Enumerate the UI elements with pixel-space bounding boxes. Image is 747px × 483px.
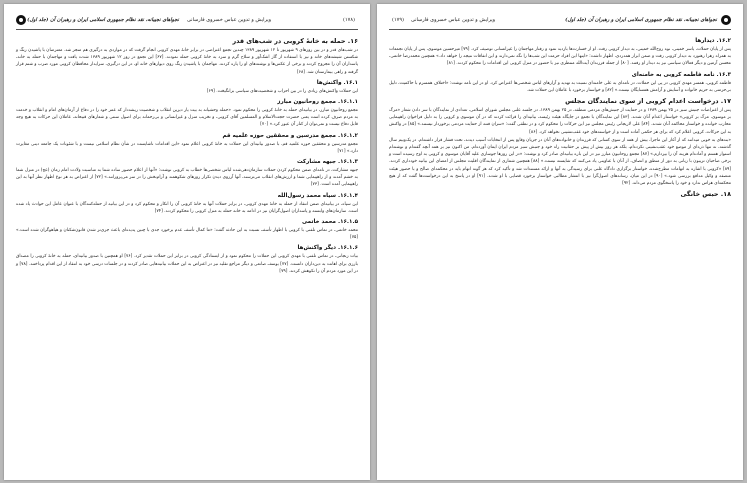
section-block <box>16 132 358 155</box>
right-page-header <box>389 13 731 30</box>
right-page-number: (۱۷۹) <box>392 17 404 23</box>
right-page <box>377 4 743 480</box>
section-heading: ۱۸. حبس خانگی <box>680 190 731 199</box>
section-block <box>16 192 358 215</box>
section-block <box>389 71 731 94</box>
section-text: در شب‌های قدر و در بین روزهای ۹ شهریور تا ۱۲ شهریور ۱۳۸۹ چندین تجمع اعتراضی در برابر خانهٔ مهدی کروبی انجام گرفت که در مواردی به درگیری هم منجر شد. معترضان با پاشیدن رنگ و شکستن شیشه‌های خانه و نیز با استفاده از گاز اشک‌آور و سلاح گرم و سرد به خانهٔ کروبی حمله نمودند. [۶۷] این تجمع در روز ۱۲ شهریور ۱۳۸۹ شدت یافت و مهاجمان با حمله به خانه، پاسداران آن را مجروح کردند و برخی از عکس‌ها و نوشته‌های او را پاره کردند. مهاجمان با پاشیدن رنگ روی دیوارهای خانه او، در این درگیری، سرایدار محافظان کروبی مورد ضرب و شتم قرار گرفته و راهی بیمارستان شد. [۶۸] <box>16 48 358 75</box>
right-header-title: نجواهای نجیبانه، نقد نظام جمهوری اسلامی ایران و رهبران آن (جلد اول) <box>565 17 717 23</box>
quill-logo-icon <box>16 15 26 25</box>
section-block <box>16 218 358 241</box>
section-heading: ۱۶.۲. دیدارها <box>695 38 731 44</box>
section-text: این حملات واکنش‌های زیادی را در بین احزاب و شخصیت‌های سیاسی برانگیخت. [۶۹] <box>206 88 358 94</box>
section-block <box>16 158 358 189</box>
section-text: جبهه مشارکت، در نامه‌ای ضمن محکوم کردن حملات سازمان‌دهی‌شده لباس شخصی‌ها خطاب به کروبی نوشت: «آنها از اعلام حضور ساده شما به مناسبت ولادت امام زمان (عج) در منزل شما به خشم آمدند و از راهپیمایی شما و ارزش‌های انقلاب می‌ترسند، آنها آرزوی دیدن تکرار روزهای شکوهمند و آرام‌بخش را در سر می‌پرورانند.» [۷۲] از اعتراض به هر نوع اظهار نظر آنها به این راهپیمایی آمده است. [۷۳] <box>16 168 358 188</box>
section-block <box>389 137 731 187</box>
section-text: «بندهای به خوبی میدانند که از آغاز این ماجرا، بیش از همه از سوی کسانی که فرزندان و خانواده‌های آنان در جریان وقایع پس از انتخابات آسیب دیدند، تحت فشار قرار داشته‌ام. در یک‌ونیم سال گذشته، نه تنها ذره‌ای از موضع خود عقب‌نشینی نکرده‌ام، بلکه هر روز بیش از پیش بر حقانیت راه خود و جنبش سبز مردم ایران ایمان آورده‌ام. من اکنون نیز بر همه آنچه گفته‌ام و نوشته‌ام استوار هستم و آماده‌ام هزینه آن را بپردازم.» [۸۷] مجمع روحانیون مبارز نیز در این باره بیانیه‌ای صادر کرد و نوشت: «در این روزها جوسازی علیه آقایان موسوی و کروبی به اوج رسیده است و برخی صاحبان تریبون با زبانی به دور از منطق و انصاف، از آنان با عناوینی یاد می‌کنند که شایسته نیست.» [۸۸] همچنین شماری از نمایندگان اقلیت مجلس از امضای این بیانیه خودداری کردند. [۸۹] «کروبی با اشاره به اتهامات مطرح‌شده، خواستار برگزاری دادگاه علنی برای رسیدگی به آنها و ارائه مستندات شد و تأکید کرد که هر گونه اتهام باید در محکمه‌ای صالح و با حضور هیئت منصفه و وکیل مدافع بررسی شود.» [۹۰] در این میان، رسانه‌های اصول‌گرا نیز با انتشار مطالبی خواستار برخورد قضایی با او شدند. [۹۱] او در پاسخ به این درخواست‌ها گفت که از هیچ محکمه‌ای هراس ندارد و خود را پاسخگوی مردم می‌داند. [۹۲] <box>389 137 732 187</box>
left-page <box>4 4 370 480</box>
right-page-body <box>389 34 731 474</box>
section-text: این سپاه، در بیانیه‌ای ضمن انتقاد از حمله به خانهٔ مهدی کروبی، در برابر حملات آنها به خانهٔ کروبی آن را انکار و محکوم کرد و در این بیانیه از حمله‌کنندگان با عنوان عامل این حوادث یاد شده است. سازمان‌های وابسته و پاسداران اصول‌گرایان نیز در ادامه به خانه حمله به منزل کروبی را محکوم کردند. [۷۴] <box>16 201 358 214</box>
left-page-body <box>16 34 358 474</box>
section-block <box>16 98 358 129</box>
section-heading: ۱۶.۱.۵. محمد خاتمی <box>301 219 358 226</box>
section-block <box>389 37 731 68</box>
section-heading: ۱۶.۱.۱. مجمع روحانیون مبارز <box>277 99 358 106</box>
right-header-editor: ویرایش و تدوین عباس خسروی فارسانی <box>410 17 496 23</box>
section-block <box>16 37 358 76</box>
section-block <box>16 79 358 95</box>
section-text: محمد خاتمی، در تماس تلفنی با کروبی با اظهار تأسف نسبت به این حادثه گفت: «ما کمال تأسف عدم برخورد جدی با چنین پدیده‌ای باعث جری‌تر شدن قانون‌شکنان و هیاهوگران شده است.» [۷۵] <box>16 228 358 241</box>
left-page-number: (۱۷۸) <box>343 17 355 23</box>
left-header-title: نجواهای نجیبانه، نقد نظام جمهوری اسلامی ایران و رهبران آن (جلد اول) <box>27 17 180 23</box>
section-heading: ۱۶.۱.۲. مجمع مدرسین و محققین حوزه علمیه قم <box>222 132 358 139</box>
section-heading: ۱۶.۱.۴. سیاه محمد رسول‌الله <box>277 192 358 199</box>
left-header-editor: ویرایش و تدوین عباس خسروی فارسانی <box>187 17 272 23</box>
section-text: مجمع مدرسین و محققین حوزه علمیه قم، با صدور بیانیه‌ای این حملات به خانهٔ کروبی اعلام نمود «این اقدامات ناشایست در شأن نظام اسلامی نیست و با شئونات یک جامعه دینی مغایرت دارد.» [۷۱] <box>16 141 358 154</box>
section-text: پس از اعتراضات جنبش سبز در ۲۵ بهمن ۱۳۸۹ و در حمایت از جنبش‌های مردمی منطقه، در ۲۵ بهمن ۱۳۸۹، در جلسه علنی مجلس شورای اسلامی، تعدادی از نمایندگان با سر دادن شعار «مرگ بر موسوی، مرگ بر کروبی» خواستار اعدام آنان شدند. [۸۳] این نمایندگان با تجمع در جایگاه هیئت رئیسه، بیانیه‌ای را قرائت کردند که در آن موسوی و کروبی را به دلیل فراخوان راهپیمایی محارب خوانده و خواستار محاکمه آنان شدند. [۸۴] علی لاریجانی رئیس مجلس نیز این حرکات را محکوم کرد و در نطقی گفت: «سران فتنه از حمایت مردمی برخوردار نیستند.» [۸۵] در واکنش به این حرکات، کروبی اعلام کرد که برای هر حکمی آماده است و از خواسته‌های خود عقب‌نشینی نخواهد کرد. [۸۶] <box>389 108 731 135</box>
section-heading: ۱۶. حمله به خانهٔ کروبی در شب‌های قدر <box>232 37 358 45</box>
left-page-header <box>16 13 358 30</box>
section-heading: ۱۶.۱.۳. جبهه مشارکت <box>297 159 358 166</box>
section-text: پس از پایان حملات، یاسر خمینی، نوه روح‌الله خمینی، به دیدار کروبی رفت. او از خسارت‌ها بازدید نمود و رفتار مهاجمان را غیرانسانی توصیف کرد. [۷۹] میرحسین موسوی، پس از پایان تجمعات به همراه زهرا رهنورد به دیدار کروبی رفت و ضمن ابراز همدردی، اظهار داشت: «اینها این افراد حرمت این شب‌ها را نگه نمی‌دارند و این اتفاقات نتیجه را خواهد داد.» همچنین محمدرضا خاتمی، محسن آرمین و دیگر فعالان سیاسی نیز به دیدار او رفتند. [۸۰] از جمله فرزندان آیت‌الله منتظری نیز با حضور در منزل کروبی این اقدامات را محکوم کردند. [۸۱] <box>389 47 731 67</box>
section-block <box>389 190 731 199</box>
quill-logo-icon <box>721 15 731 25</box>
section-block <box>389 97 731 136</box>
section-text: مجمع روحانیون مبارز، در بیانیه‌ای حمله به خانهٔ کروبی را محکوم نمود. «حمله وحشیانه به بیت یار دیرین انقلاب و شخصیت ریشه‌دار که عمر خود را در دفاع از آرمان‌های امام و انقلاب و خدمت به مردم صرف کرده است یعنی حضرت حجت‌الاسلام و المسلمین آقای کروبی، و تخریب منزل و غیرانسانی و بی‌رحمانه برای اصول سنتی و شعارهای قبیحانه، عاملان این حرکات به هیچ وجه قابل دفاع نیست و نمی‌توان از کنار آن عبور کرد.» [۷۰] <box>16 108 358 128</box>
section-heading: ۱۷. درخواست اعدام کروبی از سوی نمایندگان مجلس <box>565 97 731 106</box>
section-block <box>16 244 358 275</box>
section-text: فاطمه کروبی، همسر مهدی کروبی در پی این حملات، در نامه‌ای به علی خامنه‌ای نسبت به تهدید و آزارهای لباس شخصی‌ها اعتراض کرد. او در این نامه نوشت: «اختلاف همسرم با حاکمیت، دلیل بی‌حرمتی به حریم خانواده و آسایش و آرامش همسایگان نیست.» [۸۲] و خواستار برخورد با عاملان این حملات شد. <box>389 80 731 93</box>
section-text: بیات زنجانی، در تماس تلفنی با مهدی کروبی این حملات را محکوم نمود و از ایستادگی کروبی در برابر این حملات تقدیر کرد. [۷۶] او همچنین با صدور بیانیه‌ای، حمله به خانهٔ کروبی را مصداق بارزی برای اهانت به دین‌داران دانست. [۷۷] یوسف صانعی و دیگر مراجع تقلید نیز در اعتراض به این حملات بیانیه‌هایی صادر کردند و در جلسات درسی خود به انتقاد از این اقدام پرداختند. [۷۸] و در این مورد مردم آن را نکوهش کردند. [۷۹] <box>16 254 358 274</box>
section-heading: ۱۶.۱.۶. دیگر واکنش‌ها <box>297 245 358 252</box>
section-heading: ۱۶.۳. نامه فاطمه کروبی به خامنه‌ای <box>631 71 731 78</box>
section-heading: ۱۶.۱. واکنش‌ها <box>316 79 358 86</box>
